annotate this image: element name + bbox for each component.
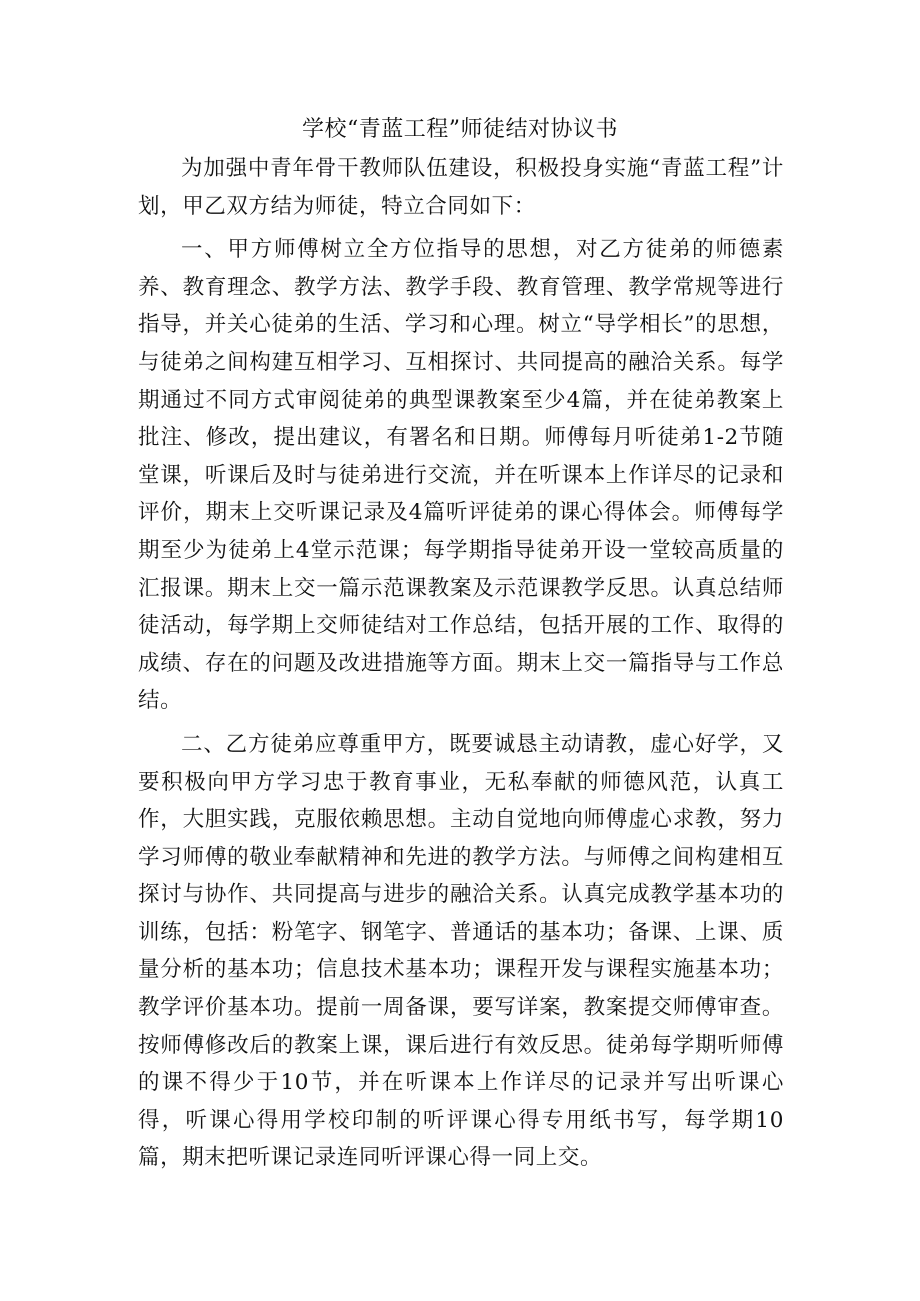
clause-two-paragraph: 二、乙方徒弟应尊重甲方，既要诚恳主动请教，虚心好学，又要积极向甲方学习忠于教育事业，无私奉献的师德风范，认真工作，大胆实践，克服依赖思想。主动自觉地向师傅虚心求教，努力学习师傅的敬业奉献精神和先进的教学方法。与师傅之间构建相互探讨与协作、共同提高与进步的融洽关系。认真完成教学基本功的训练，包括：粉笔字、钢笔字、普通话的基本功；备课、上课、质量分析的基本功；信息技术基本功；课程开发与课程实施基本功；教学评价基本功。提前一周备课，要写详案，教案提交师傅审查。按师傅修改后的教案上课，课后进行有效反思。徒弟每学期听师傅的课不得少于10节，并在听课本上作详尽的记录并写出听课心得，听课心得用学校印制的听评课心得专用纸书写，每学期10篇，期末把听课记录连同听评课心得一同上交。 [138,731,784,1171]
clause-one-paragraph: 一、甲方师傅树立全方位指导的思想，对乙方徒弟的师德素养、教育理念、教学方法、教学手段、教育管理、教学常规等进行指导，并关心徒弟的生活、学习和心理。树立“导学相长”的思想，与徒弟之间构建互相学习、互相探讨、共同提高的融洽关系。每学期通过不同方式审阅徒弟的典型课教案至少4篇，并在徒弟教案上批注、修改，提出建议，有署名和日期。师傅每月听徒弟1-2节随堂课，听课后及时与徒弟进行交流，并在听课本上作详尽的记录和评价，期末上交听课记录及4篇听评徒弟的课心得体会。师傅每学期至少为徒弟上4堂示范课；每学期指导徒弟开设一堂较高质量的汇报课。期末上交一篇示范课教案及示范课教学反思。认真总结师徒活动，每学期上交师徒结对工作总结，包括开展的工作、取得的成绩、存在的问题及改进措施等方面。期末上交一篇指导与工作总结。 [138,237,784,714]
document-body [138,150,784,1183]
document-title: 学校“青蓝工程”师徒结对协议书 [302,117,618,142]
intro-paragraph: 为加强中青年骨干教师队伍建设，积极投身实施“青蓝工程”计划，甲乙双方结为师徒，特立合同如下： [138,156,784,219]
